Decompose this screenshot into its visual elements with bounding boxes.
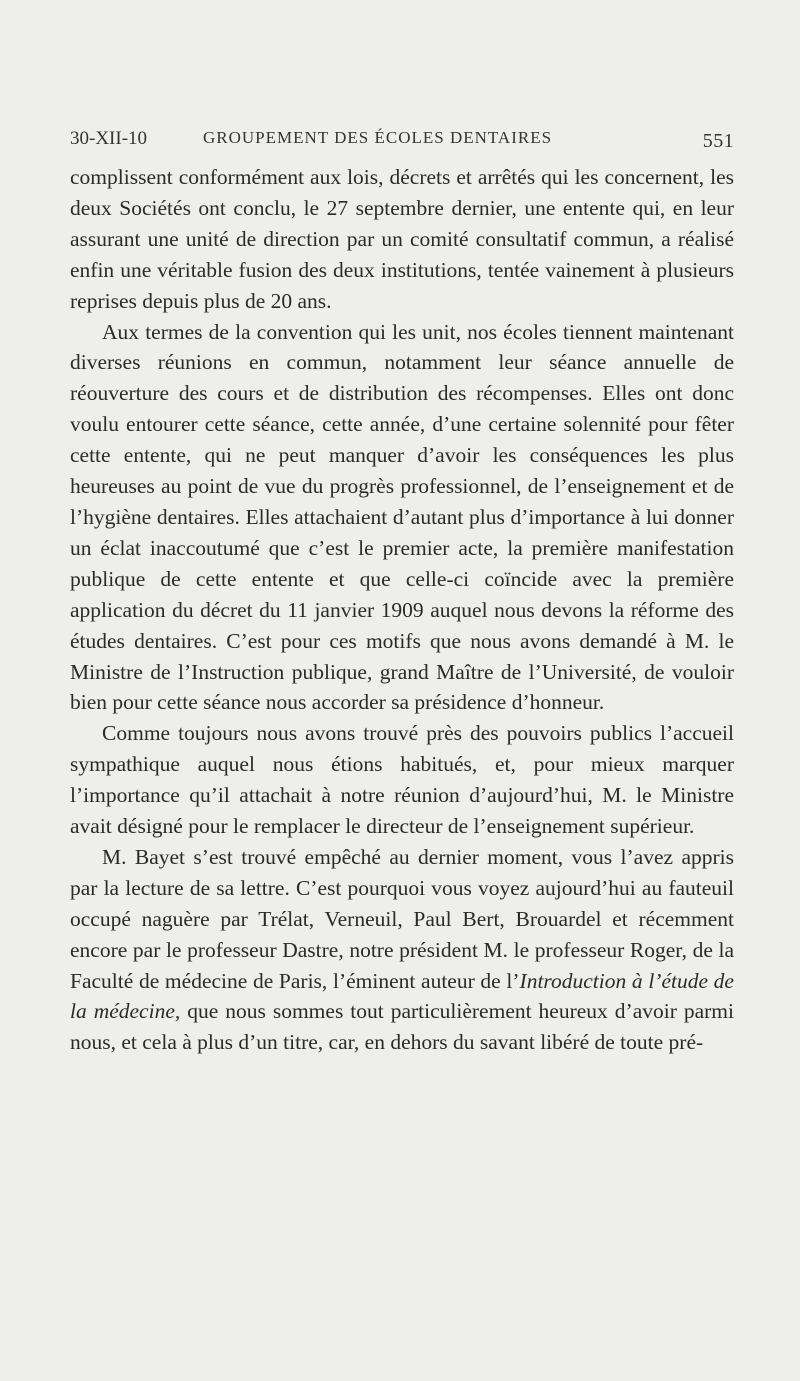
header-title: GROUPEMENT DES ÉCOLES DENTAIRES [203, 128, 553, 147]
body-text [70, 162, 734, 1058]
paragraph-bayet-tail: que nous sommes tout particulièrement heureux d’avoir parmi nous, et cela à plus d’un titre, car, en dehors du savant libéré de toute pré- [70, 999, 734, 1055]
book-title-italic: Introduction à l’étude de la médecine, [70, 968, 734, 1024]
paragraph-bayet [70, 842, 734, 1058]
page-number: 551 [702, 130, 734, 152]
paragraph-convention: Aux termes de la convention qui les unit, nos écoles tiennent maintenant diverses réunions en commun, notamment leur séance annuelle de réouverture des cours et de distribution des récompenses. Elles ont donc voulu entourer cette séance, cette année, d’une certaine solennité pour fêter cette entente, qui ne peut manquer d’avoir les conséquences les plus heureuses au point de vue du progrès professionnel, de l’enseignement et de l’hygiène dentaires. Elles attachaient d’autant plus d’importance à lui donner un éclat inaccoutumé que c’est le premier acte, la première manifestation publique de cette entente et que celle-ci coïncide avec la première application du décret du 11 janvier 1909 auquel nous devons la réforme des études dentaires. C’est pour ces motifs que nous avons demandé à M. le Ministre de l’Instruction publique, grand Maître de l’Université, de vouloir bien pour cette séance nous accorder sa présidence d’honneur. [70, 319, 734, 715]
paragraph-pouvoirs-publics: Comme toujours nous avons trouvé près des pouvoirs publics l’accueil sympathique auquel nous étions habitués, et, pour mieux marquer l’importance qu’il attachait à notre réunion d’aujourd’hui, M. le Ministre avait désigné pour le remplacer le directeur de l’enseignement supérieur. [70, 721, 734, 839]
paragraph-continued: complissent conformément aux lois, décrets et arrêtés qui les concernent, les deux Sociétés ont conclu, le 27 septembre dernier, une entente qui, en leur assurant une unité de direction par un comité consultatif commun, a réalisé enfin une véritable fusion des deux institutions, tentée vainement à plusieurs reprises depuis plus de 20 ans. [70, 165, 734, 313]
paragraph-bayet-text: M. Bayet s’est trouvé empêché au dernier moment, vous l’avez appris par la lecture de sa lettre. C’est pourquoi vous voyez aujourd’hui au fauteuil occupé naguère par Trélat, Verneuil, Paul Bert, Brouardel et récemment encore par le professeur Dastre, notre président M. le professeur Roger, de la Faculté de médecine de Paris, l’éminent auteur de l’ [70, 844, 734, 993]
header-date: 30-XII-10 [70, 128, 148, 149]
running-head [70, 120, 734, 154]
